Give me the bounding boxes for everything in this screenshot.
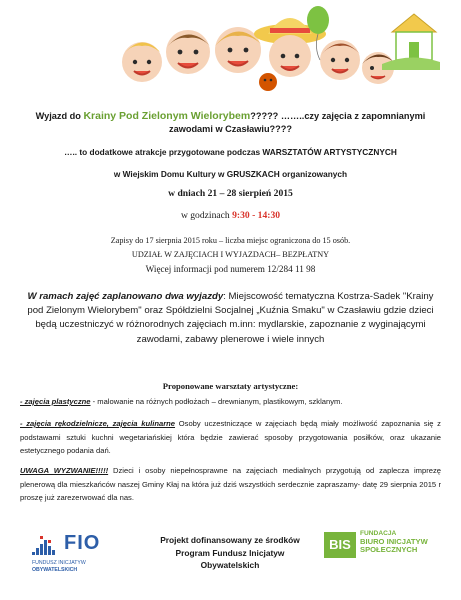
funding-note	[120, 534, 340, 572]
funding-line3: Obywatelskich	[200, 560, 260, 570]
funding-line1: Projekt dofinansowany ze środków	[160, 535, 300, 545]
bis-logo	[324, 528, 444, 568]
enroll-phone: Więcej informacji pod numerem 12/284 11 98	[145, 264, 316, 274]
workshop-art-label: - zajęcia plastyczne	[20, 397, 91, 406]
fio-logo	[30, 530, 120, 580]
workshops-intro-bold: WARSZTATÓW ARTYSTYCZNYCH	[262, 147, 397, 157]
krainy-highlight: Krainy Pod Zielonym Wielorybem	[83, 110, 251, 122]
venue-line: w Wiejskim Domu Kultury w GRUSZKACH organizowanych	[113, 169, 348, 179]
toy-animal-icon	[259, 73, 277, 91]
bis-sub-line2: BIURO INICJATYW	[360, 537, 428, 547]
workshops-intro	[20, 146, 441, 159]
workshop-item-art	[20, 395, 441, 409]
bis-title: BIS	[324, 532, 356, 558]
trips-paragraph	[20, 290, 441, 347]
enroll-deadline: Zapisy do 17 sierpnia 2015 roku – liczba miejsc ograniczona do 15 osób.	[110, 236, 351, 245]
enroll-block	[20, 234, 441, 276]
fio-subtitle	[32, 560, 86, 573]
child-face-2	[166, 30, 210, 74]
enroll-free: UDZIAŁ W ZAJĘCIACH I WYJAZDACH– BEZPŁATNY	[131, 250, 330, 259]
hours-value: 9:30 - 14:30	[232, 210, 281, 221]
fio-sub-line1: FUNDUSZ INICJATYW	[32, 560, 86, 566]
workshop-item-craft	[20, 417, 441, 458]
fio-sub-line2: OBYWATELSKICH	[32, 566, 78, 573]
bis-subtitle	[360, 530, 428, 555]
hours-prefix: w godzinach	[180, 210, 233, 221]
workshop-craft-text: Osoby uczestniczące w zajęciach będą miały możliwość zapoznania się z podstawami sztuki kuchni wegetariańskiej która będzie zawierać sposoby przygotowania posiłków, oraz ukazanie estetycznego podania dań.	[20, 419, 441, 455]
intro-question	[20, 110, 441, 135]
children-illustration	[120, 0, 440, 106]
challenge-label: UWAGA WYZWANIE!!!!!	[20, 466, 109, 475]
challenge-notice	[20, 464, 441, 505]
intro-line2: zawodami w Czasławiu????	[168, 123, 293, 134]
dates-line: w dniach 21 – 28 sierpień 2015	[168, 188, 293, 199]
workshop-art-text: - malowanie na różnych podłożach – drewnianym, plastikowym, szklanym.	[90, 397, 343, 406]
bis-sub-line3: SPOŁECZNYCH	[360, 545, 418, 555]
intro-prefix: Wyjazd do	[35, 111, 84, 121]
bis-sub-line1: FUNDACJA	[360, 530, 397, 537]
child-face-1	[122, 42, 162, 82]
workshop-craft-label: - zajęcia rękodzielnicze, zajęcia kulinarne	[20, 419, 176, 428]
house-icon	[382, 14, 440, 70]
workshops-title: Proponowane warsztaty artystyczne:	[162, 381, 299, 391]
funding-line2: Program Fundusz Inicjatyw	[175, 547, 285, 558]
trips-lead: W ramach zajęć zaplanowano dwa wyjazdy	[27, 291, 224, 302]
trips-text: : Miejscowość tematyczna Kostrza-Sadek "Krainy pod Zielonym Wielorybem" oraz Spółdzielni Socjalnej „Kuźnia Smaku" w Czasławiu gdzie dzieci będą uczestniczyć w różnorodnych zajęciach m.inn: mydlarskie, zapoznanie z wyginającymi zawodami, zabawy plenerowe i wiele innych	[27, 291, 434, 345]
intro-suffix: ????? ……..czy zajęcia z zapomnianymi	[250, 111, 426, 121]
hours-line	[20, 210, 441, 221]
child-face-5	[320, 40, 360, 80]
fio-title: FIO	[64, 532, 101, 554]
challenge-text: Dzieci i osoby niepełnosprawne na zajęciach medialnych przygotują od zaplecza imprezę plenerową dla mieszkańców naszej Gminy Kłaj na która już dziś wszystkich serdecznie zapraszamy- datę 29 sierpnia 2015 r proszę już zarezerwować dla nas.	[20, 466, 441, 502]
workshops-intro-prefix: ….. to dodatkowe atrakcje przygotowane podczas	[64, 147, 263, 157]
